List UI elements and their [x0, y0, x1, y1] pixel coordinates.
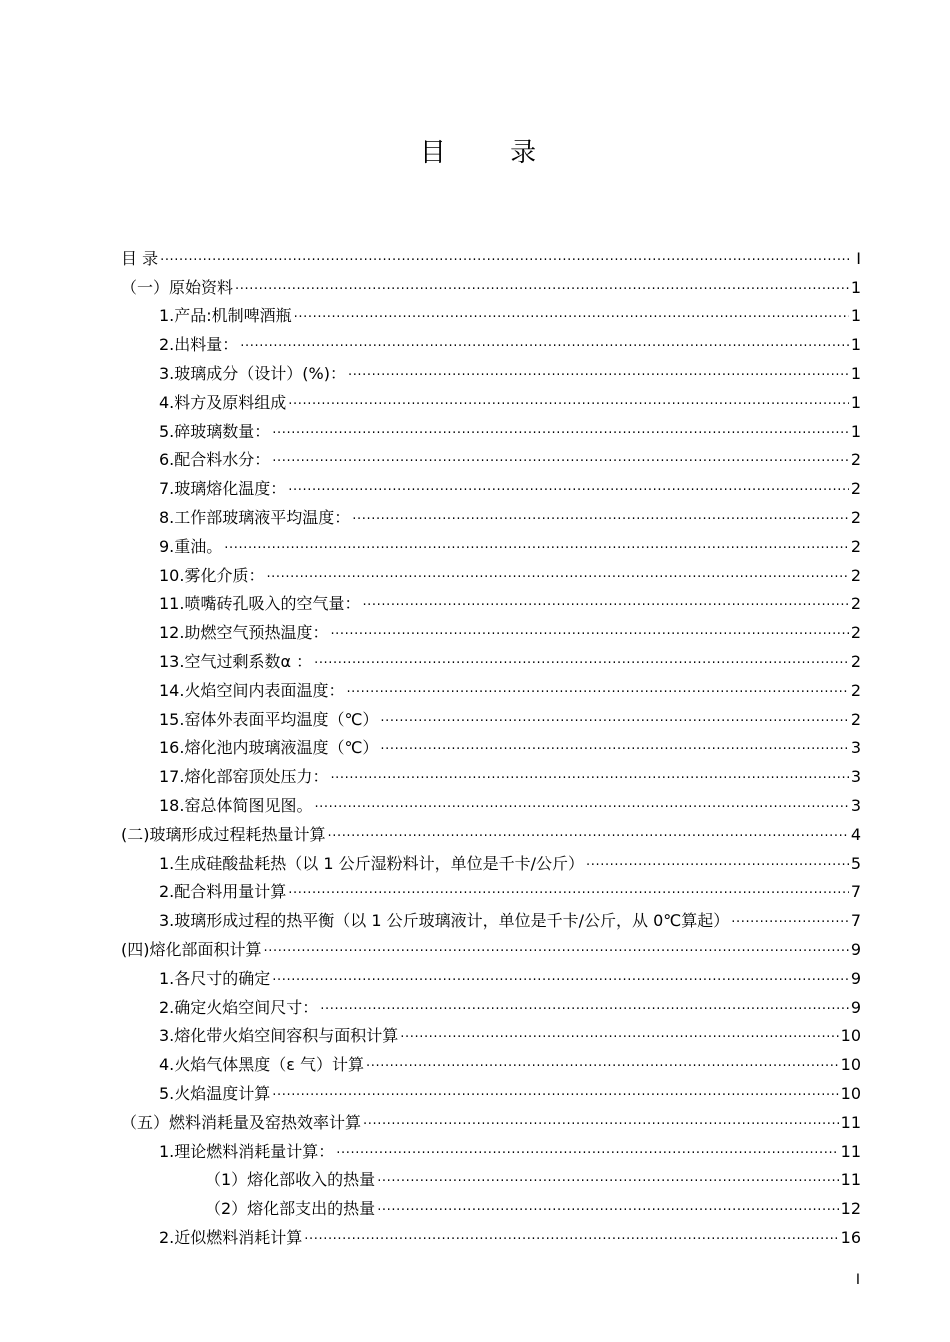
toc-entry[interactable] [121, 499, 861, 528]
toc-entry-label: 16.熔化池内玻璃液温度（℃） [159, 738, 379, 758]
toc-entry-label: 目 录 [121, 248, 159, 268]
toc-entry[interactable] [121, 240, 861, 269]
toc-entry[interactable] [121, 442, 861, 471]
toc-dot-leader [348, 364, 849, 384]
toc-dot-leader [320, 998, 849, 1018]
toc-entry-page: I [856, 248, 861, 268]
toc-entry[interactable] [121, 326, 861, 355]
toc-entry-label: 1.产品:机制啤酒瓶 [159, 306, 292, 326]
toc-entry-page: 2 [850, 680, 861, 700]
toc-entry[interactable] [121, 355, 861, 384]
toc-dot-leader [362, 594, 848, 614]
toc-entry[interactable] [121, 470, 861, 499]
toc-entry-page: 4 [850, 824, 861, 844]
toc-entry-label: （五）燃料消耗量及窑热效率计算 [121, 1112, 362, 1132]
toc-entry[interactable] [121, 643, 861, 672]
toc-entry-page: 1 [850, 335, 861, 355]
toc-entry-label: 7.玻璃熔化温度： [159, 479, 287, 499]
toc-dot-leader [235, 278, 849, 298]
toc-dot-leader [400, 1026, 838, 1046]
toc-entry-page: 2 [850, 623, 861, 643]
toc-entry-label: 2.近似燃料消耗计算 [159, 1227, 303, 1247]
toc-entry-page: 11 [840, 1170, 861, 1190]
toc-entry-page: 1 [850, 277, 861, 297]
toc-entry-label: 12.助燃空气预热温度： [159, 623, 329, 643]
toc-entry[interactable] [121, 298, 861, 327]
toc-dot-leader [314, 796, 848, 816]
toc-entry[interactable] [121, 1219, 861, 1248]
toc-entry-page: 3 [850, 738, 861, 758]
toc-entry-label: 13.空气过剩系数α ： [159, 651, 313, 671]
page-title: 目 录 [419, 138, 565, 168]
toc-entry-label: （一）原始资料 [121, 277, 234, 297]
toc-entry[interactable] [121, 1133, 861, 1162]
toc-entry-label: 14.火焰空间内表面温度： [159, 680, 345, 700]
toc-entry[interactable] [121, 902, 861, 931]
toc-entry-page: 1 [850, 363, 861, 383]
toc-dot-leader [346, 681, 848, 701]
toc-dot-leader [336, 1142, 838, 1162]
table-of-contents [121, 240, 861, 1248]
toc-dot-leader [288, 882, 849, 902]
toc-entry[interactable] [121, 1162, 861, 1191]
toc-entry-label: 18.窑总体简图见图。 [159, 795, 313, 815]
toc-entry[interactable] [121, 384, 861, 413]
toc-entry[interactable] [121, 874, 861, 903]
toc-dot-leader [272, 969, 849, 989]
toc-dot-leader [363, 1113, 839, 1133]
toc-dot-leader [377, 1170, 838, 1190]
toc-dot-leader [160, 249, 851, 269]
toc-entry[interactable] [121, 528, 861, 557]
toc-entry-page: 2 [850, 507, 861, 527]
toc-entry-label: (二)玻璃形成过程耗热量计算 [121, 824, 326, 844]
toc-entry-page: 3 [850, 767, 861, 787]
toc-entry-page: 3 [850, 795, 861, 815]
toc-entry-page: 10 [840, 1055, 861, 1075]
toc-entry-page: 11 [840, 1141, 861, 1161]
toc-entry-label: 3.玻璃成分（设计）(%)： [159, 363, 346, 383]
toc-entry-page: 9 [850, 939, 861, 959]
toc-entry-page: 2 [850, 594, 861, 614]
toc-dot-leader [224, 537, 849, 557]
toc-entry-label: 8.工作部玻璃液平均温度： [159, 507, 351, 527]
toc-entry[interactable] [121, 672, 861, 701]
toc-entry[interactable] [121, 787, 861, 816]
toc-entry-label: 1.各尺寸的确定 [159, 968, 271, 988]
toc-dot-leader [377, 1199, 838, 1219]
toc-entry-label: （1）熔化部收入的热量 [205, 1170, 376, 1190]
toc-entry-label: 4.火焰气体黑度（ε 气）计算 [159, 1055, 365, 1075]
toc-entry[interactable] [121, 960, 861, 989]
toc-dot-leader [380, 710, 848, 730]
footer-page-number: I [855, 1272, 860, 1288]
toc-entry-label: 3.玻璃形成过程的热平衡（以 1 公斤玻璃液计，单位是千卡/公斤，从 0℃算起） [159, 911, 730, 931]
toc-entry[interactable] [121, 614, 861, 643]
toc-entry[interactable] [121, 931, 861, 960]
toc-entry[interactable] [121, 816, 861, 845]
toc-entry[interactable] [121, 1018, 861, 1047]
toc-entry[interactable] [121, 845, 861, 874]
toc-entry-page: 7 [850, 882, 861, 902]
toc-dot-leader [352, 508, 849, 528]
toc-dot-leader [366, 1055, 839, 1075]
toc-entry-label: (四)熔化部面积计算 [121, 939, 262, 959]
toc-dot-leader [328, 825, 849, 845]
toc-entry-label: 1.生成硅酸盐耗热（以 1 公斤湿粉料计，单位是千卡/公斤） [159, 853, 585, 873]
toc-entry[interactable] [121, 758, 861, 787]
toc-dot-leader [330, 623, 848, 643]
toc-entry-page: 7 [850, 911, 861, 931]
toc-entry-page: 2 [850, 479, 861, 499]
toc-entry-page: 10 [840, 1083, 861, 1103]
toc-entry[interactable] [121, 989, 861, 1018]
toc-entry[interactable] [121, 730, 861, 759]
toc-entry-page: 2 [850, 450, 861, 470]
toc-dot-leader [288, 479, 849, 499]
toc-dot-leader [380, 738, 848, 758]
toc-entry-page: 2 [850, 565, 861, 585]
toc-entry-label: 1.理论燃料消耗量计算： [159, 1141, 335, 1161]
toc-dot-leader [731, 911, 849, 931]
toc-entry-label: 10.雾化介质： [159, 565, 265, 585]
toc-entry-label: 2.出料量： [159, 335, 239, 355]
toc-entry[interactable] [121, 1075, 861, 1104]
toc-dot-leader [272, 1084, 838, 1104]
toc-dot-leader [586, 854, 849, 874]
toc-entry-page: 2 [850, 536, 861, 556]
toc-dot-leader [330, 767, 848, 787]
toc-entry-page: 2 [850, 651, 861, 671]
toc-entry-page: 10 [840, 1026, 861, 1046]
toc-entry-label: 17.熔化部窑顶处压力： [159, 767, 329, 787]
toc-entry-label: 11.喷嘴砖孔吸入的空气量： [159, 594, 361, 614]
toc-entry-page: 2 [850, 709, 861, 729]
toc-entry-label: 5.火焰温度计算 [159, 1083, 271, 1103]
toc-dot-leader [304, 1228, 838, 1248]
toc-entry-label: 4.料方及原料组成 [159, 392, 287, 412]
toc-entry[interactable] [121, 269, 861, 298]
toc-entry[interactable] [121, 1190, 861, 1219]
toc-entry-page: 1 [850, 392, 861, 412]
toc-dot-leader [240, 335, 849, 355]
toc-entry[interactable] [121, 413, 861, 442]
toc-entry-label: 9.重油。 [159, 536, 223, 556]
toc-entry-page: 5 [850, 853, 861, 873]
toc-dot-leader [264, 940, 849, 960]
toc-entry-page: 9 [850, 997, 861, 1017]
toc-entry-label: 2.配合料用量计算 [159, 882, 287, 902]
toc-dot-leader [272, 450, 849, 470]
toc-entry-page: 11 [840, 1112, 861, 1132]
toc-dot-leader [294, 306, 849, 326]
toc-entry-page: 1 [850, 306, 861, 326]
toc-entry[interactable] [121, 701, 861, 730]
toc-entry[interactable] [121, 557, 861, 586]
toc-entry-label: 15.窑体外表面平均温度（℃） [159, 709, 379, 729]
toc-entry-label: 5.碎玻璃数量： [159, 421, 271, 441]
toc-entry-page: 16 [840, 1227, 861, 1247]
toc-entry-page: 9 [850, 968, 861, 988]
toc-entry-page: 12 [840, 1199, 861, 1219]
toc-dot-leader [266, 566, 848, 586]
toc-entry-page: 1 [850, 421, 861, 441]
toc-entry-label: 3.熔化带火焰空间容积与面积计算 [159, 1026, 399, 1046]
toc-dot-leader [314, 652, 849, 672]
toc-dot-leader [288, 393, 849, 413]
toc-entry-label: 2.确定火焰空间尺寸： [159, 997, 319, 1017]
toc-entry-label: （2）熔化部支出的热量 [205, 1199, 376, 1219]
toc-entry[interactable] [121, 1046, 861, 1075]
toc-entry[interactable] [121, 586, 861, 615]
toc-entry[interactable] [121, 1104, 861, 1133]
toc-dot-leader [272, 422, 849, 442]
toc-entry-label: 6.配合料水分： [159, 450, 271, 470]
